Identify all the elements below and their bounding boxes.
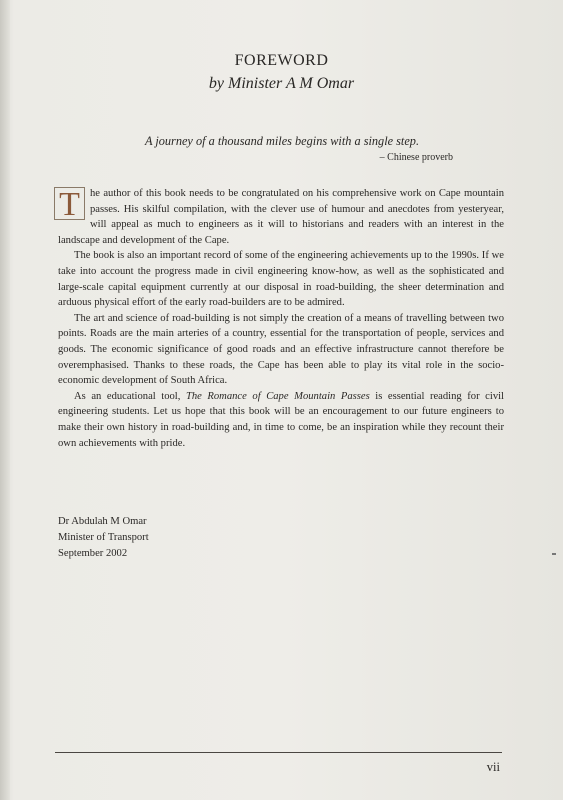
paragraph-3: The art and science of road-building is not simply the creation of a means of travelling between two points. Roads are the main arteries of a country, essential for the transportation of people, services and goods. The economic significance of good roads and an effective infrastructure cannot therefore be overemphasised. Thanks to these roads, the Cape has been able to play its vital role in the socio-economic development of South Africa. <box>58 312 504 387</box>
signatory-position: Minister of Transport <box>58 532 149 543</box>
page-number: vii <box>486 760 500 774</box>
signature-block <box>58 514 149 562</box>
foreword-body <box>58 186 504 451</box>
paragraph-4-lead: As an educational tool, <box>74 390 186 402</box>
epigraph-attribution: – Chinese proverb <box>379 152 453 163</box>
drop-cap: T <box>54 187 85 220</box>
paragraph-4 <box>58 389 504 451</box>
paragraph-4-rest: is essential reading for civil engineering students. Let us hope that this book will be an encouragement to our future engineers to make their own history in road-building and, in time to come, be an inspiration while they recount their own achievements with pride. <box>58 390 505 449</box>
page-spine-shadow <box>0 0 10 800</box>
footer-rule <box>55 752 502 753</box>
paragraph-1 <box>58 186 504 248</box>
signatory-name: Dr Abdulah M Omar <box>58 516 147 527</box>
signature-date: September 2002 <box>58 548 128 559</box>
epigraph-quote: A journey of a thousand miles begins with a single step. <box>144 134 420 148</box>
page-title: FOREWORD <box>234 52 329 69</box>
page-mark <box>552 553 556 555</box>
paragraph-2: The book is also an important record of some of the engineering achievements up to the 1990s. If we take into account the progress made in civil engineering know-how, as well as the sophisticated and large-scale capital equipment currently at our disposal in road-building, the sheer determination and arduous physical effort of the early road-builders are to be admired. <box>58 250 504 309</box>
book-title-italic: The Romance of Cape Mountain Passes <box>185 390 370 402</box>
page-subtitle: by Minister A M Omar <box>208 75 355 92</box>
paragraph-1-text: he author of this book needs to be congratulated on his comprehensive work on Cape mountain passes. His skilful compilation, with the clever use of humour and anecdotes from yesteryear, will appeal as much to engineers as it will to historians and readers with an interest in the landscape and development of the Cape. <box>58 188 504 246</box>
